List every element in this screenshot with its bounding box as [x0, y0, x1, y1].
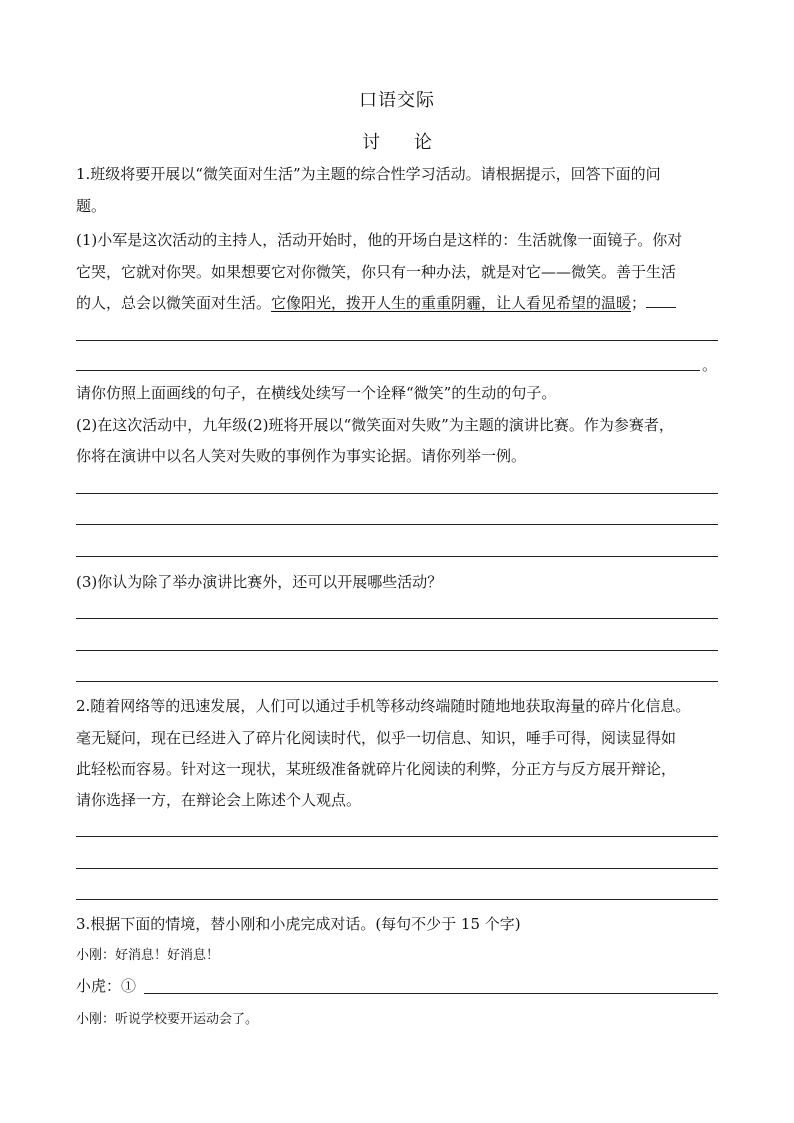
q2-line-2: 毫无疑问，现在已经进入了碎片化阅读时代，似乎一切信息、知识，唾手可得，阅读显得如 [76, 729, 677, 747]
q1-part1-line-3-prefix: 的人，总会以微笑面对生活。 [76, 294, 272, 312]
answer-line-q1-3b[interactable] [76, 650, 718, 651]
answer-line-q2-a[interactable] [76, 836, 718, 837]
q1-part3: (3)你认为除了举办演讲比赛外，还可以开展哪些活动？ [76, 573, 443, 591]
answer-blank-inline[interactable] [646, 293, 676, 308]
q1-part1-line-1: (1)小军是这次活动的主持人，活动开始时，他的开场白是这样的：生活就像一面镜子。你对 [76, 231, 683, 249]
q2-line-3: 此轻松而容易。针对这一现状，某班级准备就碎片化阅读的利弊，分正方与反方展开辩论， [76, 760, 677, 778]
page-title: 口语交际 [359, 90, 435, 111]
q1-part1-line-3 [76, 293, 736, 313]
q1-part1-line-2: 它哭，它就对你哭。如果想要它对你微笑，你只有一种办法，就是对它——微笑。善于生活 [76, 263, 677, 281]
underlined-sentence: 它像阳光，拨开人生的重重阴霾，让人看见希望的温暖 [271, 294, 632, 312]
answer-line-q1-2b[interactable] [76, 524, 718, 525]
dialogue-xiaogang-1: 小刚：好消息！好消息！ [76, 948, 220, 963]
q1-part1-instruction: 请你仿照上面画线的句子，在横线处续写一个诠释“微笑”的生动的句子。 [76, 384, 557, 402]
q1-part1-line-3-suffix: ； [631, 294, 647, 312]
q2-line-4: 请你选择一方，在辩论会上陈述个人观点。 [76, 791, 362, 809]
answer-line-q2-c[interactable] [76, 899, 718, 900]
q3-intro: 3.根据下面的情境，替小刚和小虎完成对话。(每句不少于 15 个字) [76, 915, 521, 933]
answer-line-q3-1[interactable] [144, 993, 718, 994]
page-subtitle: 讨 论 [362, 132, 446, 153]
answer-line-q1-3c[interactable] [76, 681, 718, 682]
answer-line-period: 。 [702, 356, 718, 374]
answer-line-q2-b[interactable] [76, 868, 718, 869]
answer-line-q1-1b[interactable] [76, 370, 700, 371]
answer-line-q1-2a[interactable] [76, 493, 718, 494]
answer-line-q1-1a[interactable] [76, 340, 718, 341]
q1-intro-line-1: 1.班级将要开展以“微笑面对生活”为主题的综合性学习活动。请根据提示，回答下面的问 [76, 165, 661, 183]
q1-intro-line-2: 题。 [76, 197, 107, 215]
dialogue-xiaohu-1: 小虎：① [76, 977, 137, 995]
q1-part2-line-1: (2)在这次活动中，九年级(2)班将开展以“微笑面对失败”为主题的演讲比赛。作为参赛者， [76, 416, 674, 434]
answer-line-q1-3a[interactable] [76, 618, 718, 619]
answer-line-q1-2c[interactable] [76, 556, 718, 557]
q2-line-1: 2.随着网络等的迅速发展，人们可以通过手机等移动终端随时随地地获取海量的碎片化信息。 [76, 697, 691, 715]
q1-part2-line-2: 你将在演讲中以名人笑对失败的事例作为事实论据。请你列举一例。 [76, 447, 527, 465]
dialogue-xiaogang-2: 小刚：听说学校要开运动会了。 [76, 1012, 259, 1027]
